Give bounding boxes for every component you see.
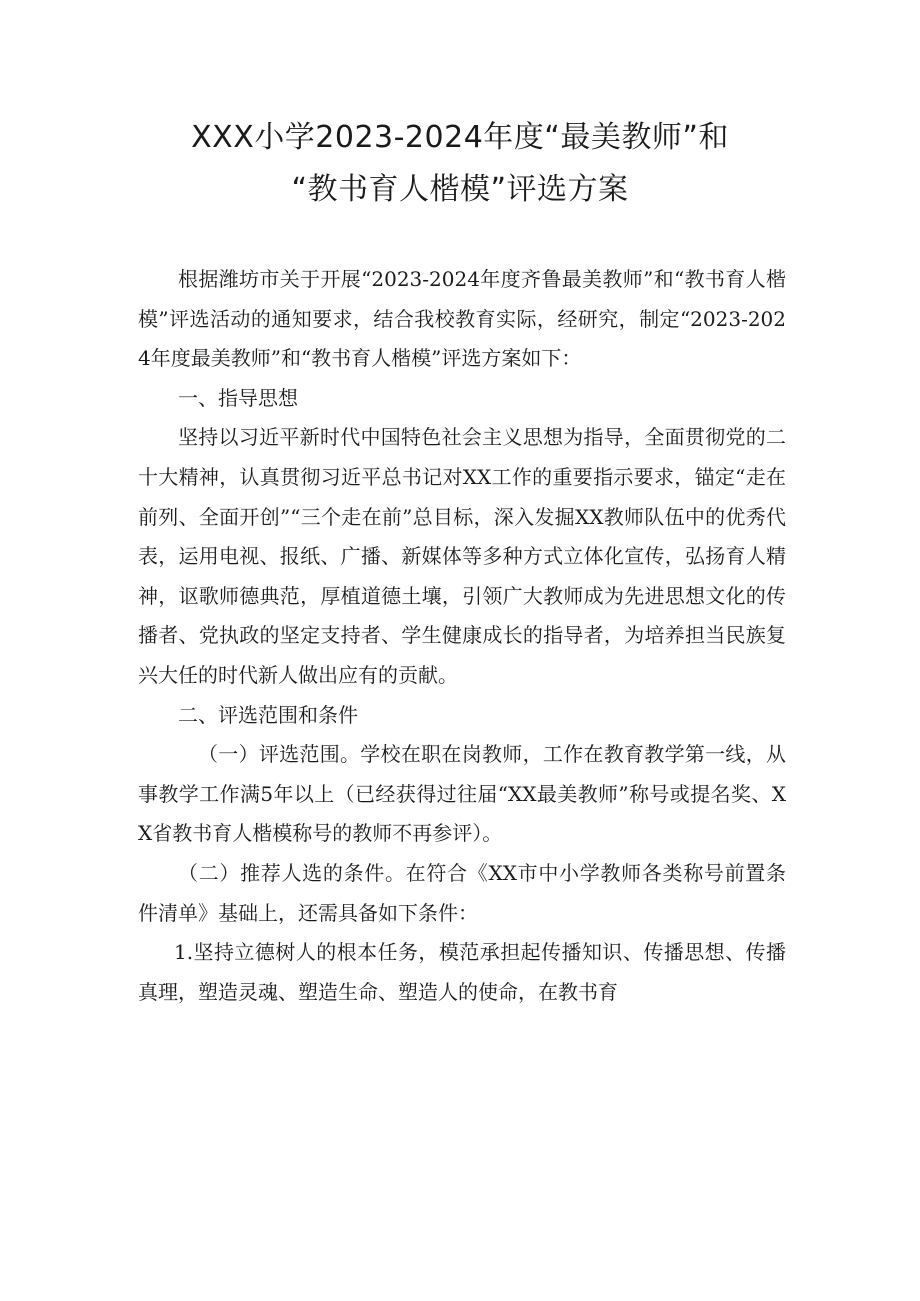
section2-conditions-paragraph: （二）推荐人选的条件。在符合《XX市中小学教师各类称号前置条件清单》基础上，还需具备如下条件： [138,860,786,925]
section2-heading: 二、评选范围和条件 [178,702,358,727]
intro-paragraph: 根据潍坊市关于开展“2023-2024年度齐鲁最美教师”和“教书育人楷模”评选活动的通知要求，结合我校教育实际，经研究，制定“2023-2024年度最美教师”和“教书育人楷模”评选方案如下： [138,267,786,371]
section2-scope-paragraph: （一）评选范围。学校在职在岗教师，工作在教育教学第一线，从事教学工作满5年以上（已经获得过往届“XX最美教师”称号或提名奖、XX省教书育人楷模称号的教师不再参评）。 [138,742,786,846]
document-title-line1: XXX小学2023-2024年度“最美教师”和 [191,120,729,155]
section1-paragraph: 坚持以习近平新时代中国特色社会主义思想为指导，全面贯彻党的二十大精神，认真贯彻习近平总书记对XX工作的重要指示要求，锚定“走在前列、全面开创”“三个走在前”总目标，深入发掘XX教师队伍中的优秀代表，运用电视、报纸、广播、新媒体等多种方式立体化宣传，弘扬育人精神，讴歌师德典范，厚植道德土壤，引领广大教师成为先进思想文化的传播者、党执政的坚定支持者、学生健康成长的指导者，为培养担当民族复兴大任的时代新人做出应有的贡献。 [138,425,786,687]
document-title-line2: “教书育人楷模”评选方案 [291,172,629,207]
section1-heading: 一、指导思想 [178,385,298,410]
condition-item-1: 1.坚持立德树人的根本任务，模范承担起传播知识、传播思想、传播真理，塑造灵魂、塑造生命、塑造人的使命，在教书育 [138,940,786,1004]
document-body [138,260,786,1012]
